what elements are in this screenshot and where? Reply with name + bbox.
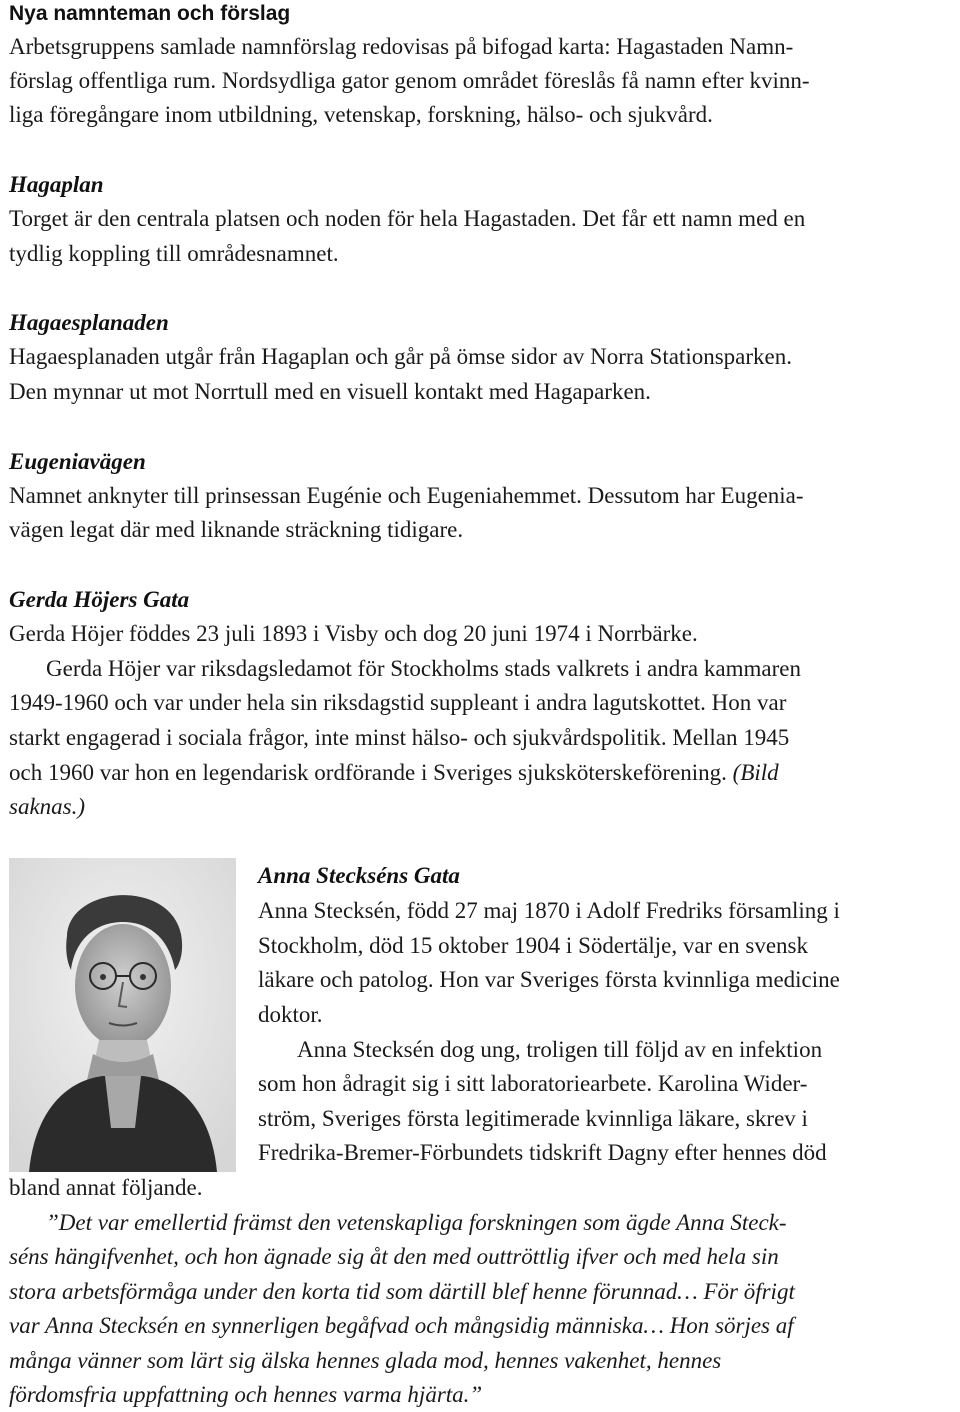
gerda-line-2: Gerda Höjer var riksdagsledamot för Stockholms stads valkrets i andra kammaren [46,656,801,681]
section-heading-gerda: Gerda Höjers Gata [9,587,190,612]
page-title: Nya namnteman och förslag [9,2,291,25]
gerda-line-5-text: och 1960 var hon en legendarisk ordförande i Sveriges sjuksköterskeförening. [9,760,727,785]
quote-line-1: ”Det var emellertid främst den vetenskapliga forskningen som ägde Anna Steck- [46,1210,787,1235]
portrait-photo [9,858,236,1172]
hagaesplanaden-line-2: Den mynnar ut mot Norrtull med en visuell kontakt med Hagaparken. [9,379,651,404]
intro-line-1: Arbetsgruppens samlade namnförslag redovisas på bifogad karta: Hagastaden Namn- [9,34,794,59]
anna-line-6: som hon ådragit sig i sitt laboratoriearbete. Karolina Wider- [258,1071,808,1096]
quote-line-5: många vänner som lärt sig älska hennes glada mod, hennes vakenhet, hennes [9,1348,722,1373]
anna-line-1: Anna Stecksén, född 27 maj 1870 i Adolf Fredriks församling i [258,898,840,923]
anna-line-2: Stockholm, död 15 oktober 1904 i Södertälje, var en svensk [258,933,809,958]
section-heading-hagaplan: Hagaplan [9,172,104,197]
gerda-line-3: 1949-1960 och var under hela sin riksdagstid suppleant i andra lagutskottet. Hon var [9,690,787,715]
anna-line-4: doktor. [258,1002,323,1027]
bild-note: (Bild [732,760,779,785]
gerda-line-4: starkt engagerad i sociala frågor, inte minst hälso- och sjukvårdspolitik. Mellan 1945 [9,725,790,750]
anna-line-9: bland annat följande. [9,1175,203,1200]
gerda-line-1: Gerda Höjer föddes 23 juli 1893 i Visby och dog 20 juni 1974 i Norrbärke. [9,621,698,646]
quote-line-3: stora arbetsförmåga under den korta tid som därtill blef henne förunnad… För öfrigt [9,1279,795,1304]
anna-line-5: Anna Stecksén dog ung, troligen till följd av en infektion [297,1037,823,1062]
hagaesplanaden-line-1: Hagaesplanaden utgår från Hagaplan och går på ömse sidor av Norra Stationsparken. [9,344,792,369]
bild-note-cont: saknas.) [9,794,86,819]
quote-line-2: séns hängifvenhet, och hon ägnade sig åt den med outtröttlig ifver och med hela sin [9,1244,779,1269]
section-heading-anna: Anna Steckséns Gata [258,863,460,888]
gerda-line-5 [9,756,779,790]
quote-line-6: fördomsfria uppfattning och hennes varma hjärta.” [9,1382,483,1407]
eugeniavagen-line-1: Namnet anknyter till prinsessan Eugénie och Eugeniahemmet. Dessutom har Eugenia- [9,483,804,508]
portrait-illustration [9,858,236,1172]
intro-line-2: förslag offentliga rum. Nordsydliga gator genom området föreslås få namn efter kvinn- [9,68,810,93]
eugeniavagen-line-2: vägen legat där med liknande sträckning tidigare. [9,517,464,542]
quote-line-4: var Anna Stecksén en synnerligen begåfvad och mångsidig människa… Hon sörjes af [9,1313,794,1338]
anna-line-8: Fredrika-Bremer-Förbundets tidskrift Dagny efter hennes död [258,1140,827,1165]
anna-line-3: läkare och patolog. Hon var Sveriges första kvinnliga medicine [258,967,840,992]
hagaplan-line-2: tydlig koppling till områdesnamnet. [9,241,339,266]
intro-line-3: liga föregångare inom utbildning, vetenskap, forskning, hälso- och sjukvård. [9,102,713,127]
section-heading-eugeniavagen: Eugeniavägen [9,449,146,474]
section-heading-hagaesplanaden: Hagaesplanaden [9,310,169,335]
anna-line-7: ström, Sveriges första legitimerade kvinnliga läkare, skrev i [258,1106,808,1131]
hagaplan-line-1: Torget är den centrala platsen och noden för hela Hagastaden. Det får ett namn med en [9,206,806,231]
